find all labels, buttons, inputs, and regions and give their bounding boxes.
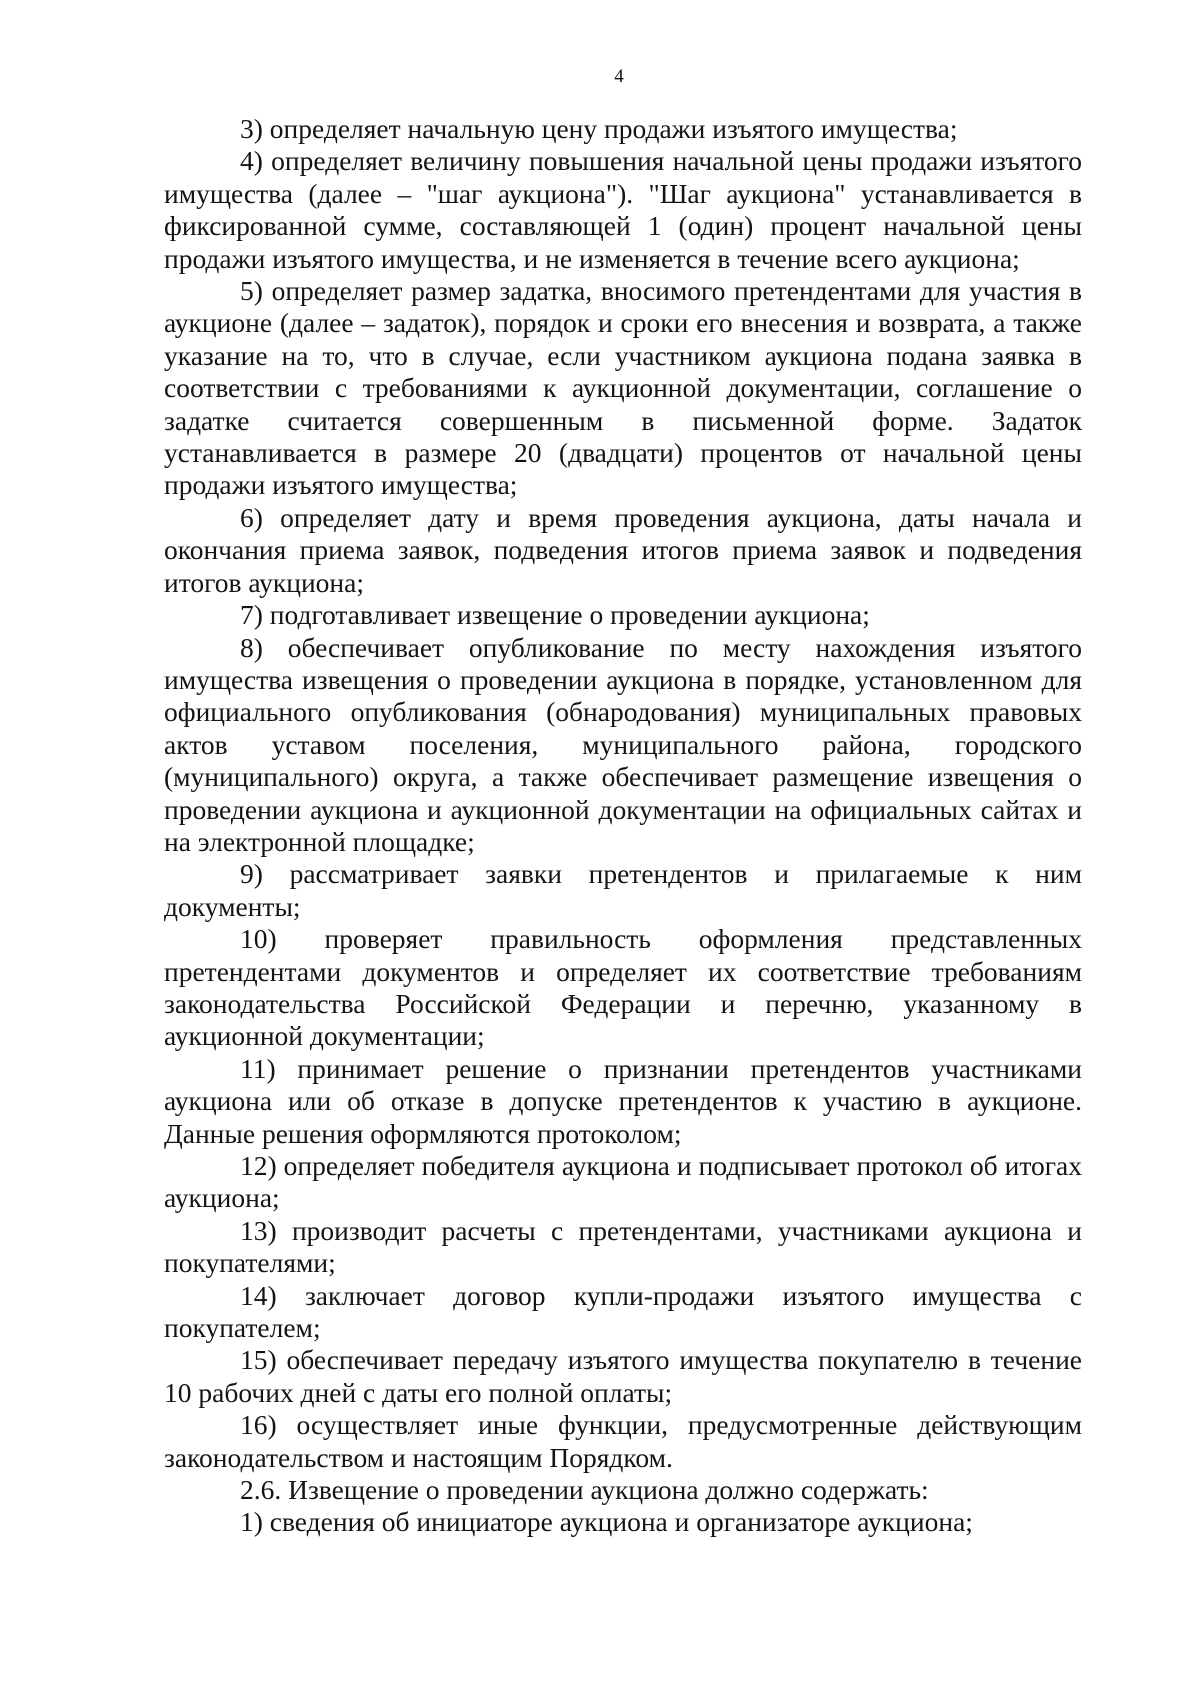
paragraph-notice-item-1: 1) сведения об инициаторе аукциона и организаторе аукциона; xyxy=(240,1506,973,1538)
document-body xyxy=(164,113,1082,1539)
paragraph-item-9: 9) рассматривает заявки претендентов и прилагаемые к ним документы; xyxy=(164,858,1082,922)
paragraph-item-14: 14) заключает договор купли-продажи изъятого имущества с покупателем; xyxy=(164,1279,1082,1344)
paragraph-item-12: 12) определяет победителя аукциона и подписывает протокол об итогах аукциона; xyxy=(164,1150,1082,1214)
section-2-6-heading: 2.6. Извещение о проведении аукциона должно содержать: xyxy=(240,1474,929,1506)
paragraph-item-13: 13) производит расчеты с претендентами, участниками аукциона и покупателями; xyxy=(164,1214,1082,1279)
paragraph-item-15: 15) обеспечивает передачу изъятого имущества покупателю в течение 10 рабочих дней с даты его полной оплаты; xyxy=(164,1344,1082,1408)
paragraph-item-5: 5) определяет размер задатка, вносимого претендентами для участия в аукционе (далее – задаток), порядок и сроки его внесения и возврата, а также указание на то, что в случае, если участником аукциона подана заявка в соответствии с требованиями к аукционной документации, соглашение о задатке считается совершенным в письменной форме. Задаток устанавливается в размере 20 (двадцати) процентов от начальной цены продажи изъятого имущества; xyxy=(164,275,1082,501)
paragraph-item-8: 8) обеспечивает опубликование по месту нахождения изъятого имущества извещения о проведении аукциона в порядке, установленном для официального опубликования (обнародования) муниципальных правовых актов уставом поселения, муниципального района, городского (муниципального) округа, а также обеспечивает размещение извещения о проведении аукциона и аукционной документации на официальных сайтах и на электронной площадке; xyxy=(164,631,1082,857)
paragraph-item-4: 4) определяет величину повышения начальной цены продажи изъятого имущества (далее – "шаг аукциона"). "Шаг аукциона" устанавливается в фиксированной сумме, составляющей 1 (один) процент начальной цены продажи изъятого имущества, и не изменяется в течение всего аукциона; xyxy=(164,145,1082,274)
paragraph-item-16: 16) осуществляет иные функции, предусмотренные действующим законодательством и настоящим Порядком. xyxy=(164,1409,1082,1473)
paragraph-item-6: 6) определяет дату и время проведения аукциона, даты начала и окончания приема заявок, подведения итогов приема заявок и подведения итогов аукциона; xyxy=(164,501,1082,598)
paragraph-item-10: 10) проверяет правильность оформления представленных претендентами документов и определяет их соответствие требованиям законодательства Российской Федерации и перечню, указанному в аукционной документации; xyxy=(164,923,1082,1052)
paragraph-item-11: 11) принимает решение о признании претендентов участниками аукциона или об отказе в допуске претендентов к участию в аукционе. Данные решения оформляются протоколом; xyxy=(164,1052,1082,1149)
paragraph-item-3: 3) определяет начальную цену продажи изъятого имущества; xyxy=(240,113,958,144)
paragraph-item-7: 7) подготавливает извещение о проведении аукциона; xyxy=(240,599,870,631)
page-number: 4 xyxy=(614,66,624,87)
